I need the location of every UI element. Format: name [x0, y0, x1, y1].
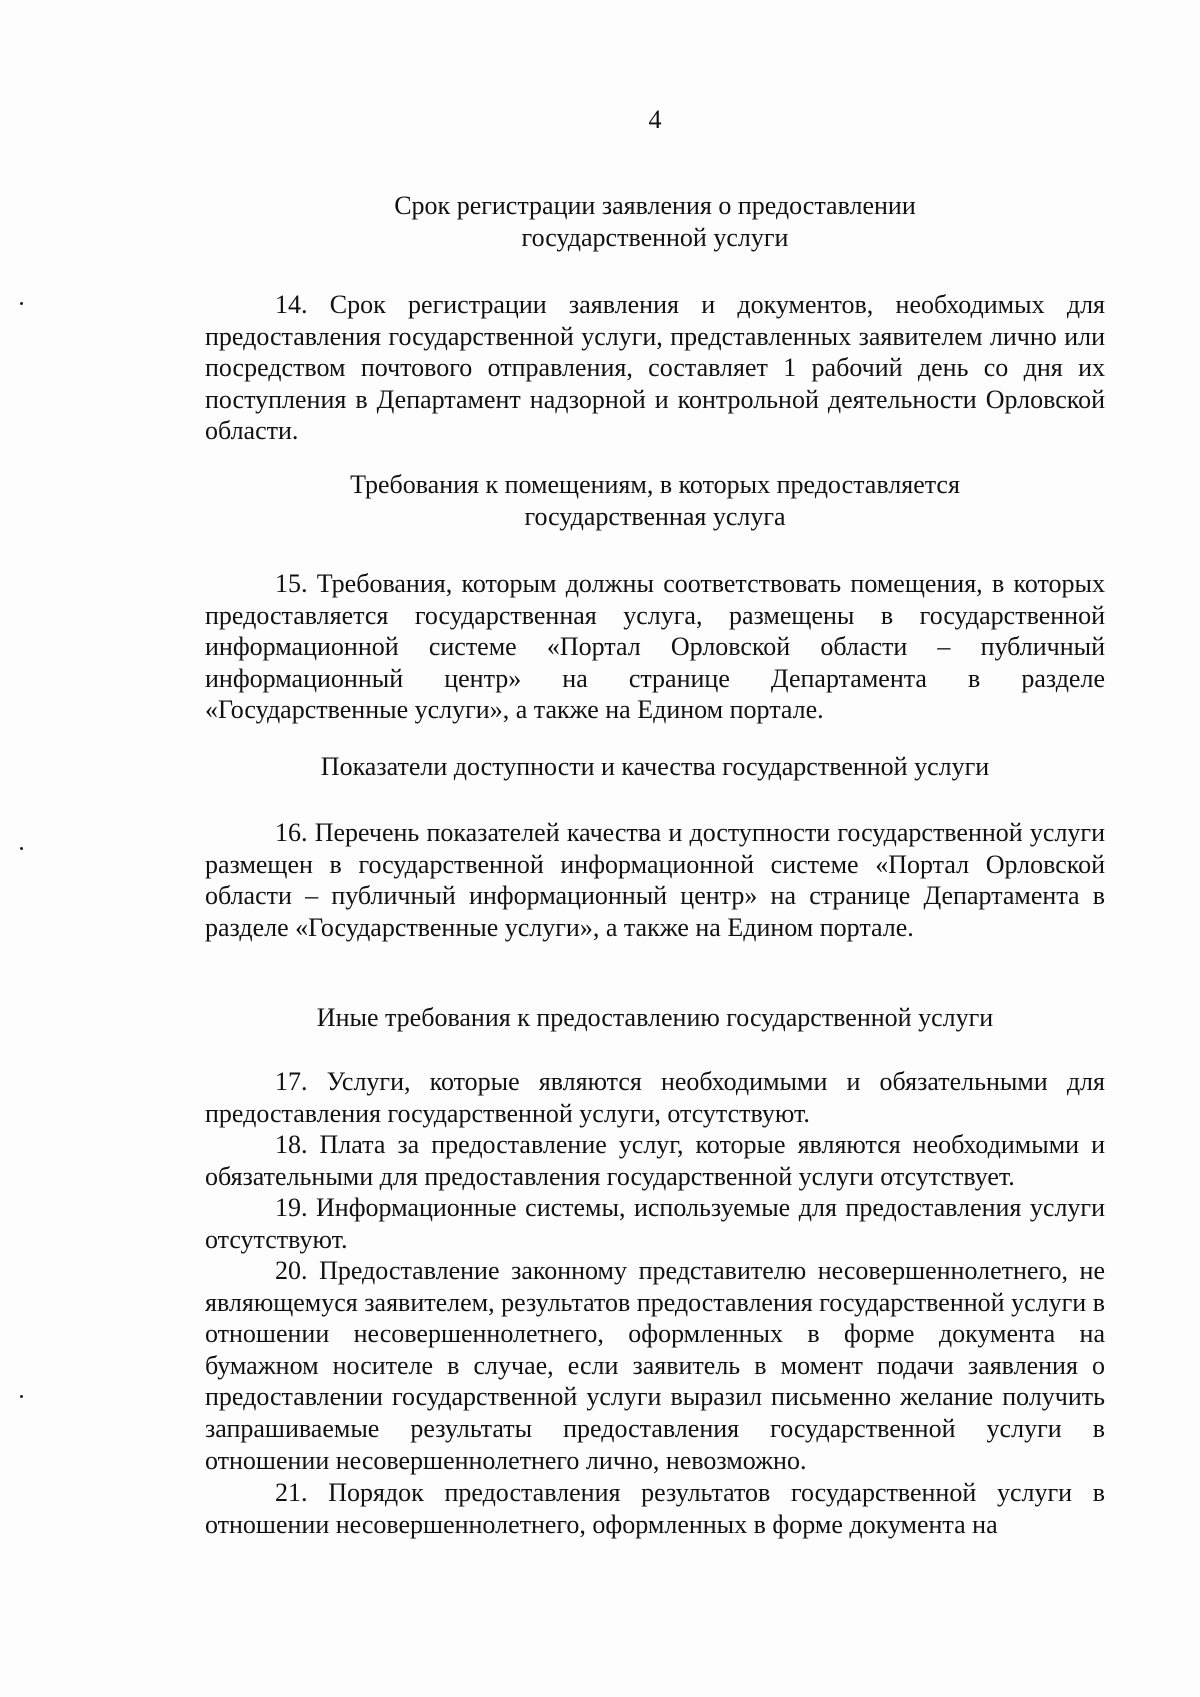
heading-line: государственная услуга — [524, 502, 786, 531]
paragraph-16: 16. Перечень показателей качества и доступности государственной услуги размещен в государственной информационной системе «Портал Орловской области – публичный информационный центр» на странице Департамента в разделе «Государственные услуги», а также на Едином портале. — [205, 818, 1105, 942]
paragraph-19: 19. Информационные системы, используемые для предоставления услуги отсутствуют. — [205, 1193, 1105, 1254]
paragraph-20: 20. Предоставление законному представителю несовершеннолетнего, не являющемуся заявителем, результатов предоставления государственной услуги в отношении несовершеннолетнего, оформленных в форме документа на бумажном носителе в случае, если заявитель в момент подачи заявления о предоставлении государственной услуги выразил письменно желание получить запрашиваемые результаты предоставления государственной услуги в отношении несовершеннолетнего лично, невозможно. — [205, 1256, 1105, 1475]
paragraph-17: 17. Услуги, которые являются необходимыми и обязательными для предоставления государственной услуги, отсутствуют. — [205, 1067, 1105, 1128]
scan-speck — [20, 1395, 23, 1398]
heading-line: Иные требования к предоставлению государственной услуги — [316, 1003, 994, 1032]
paragraph-21: 21. Порядок предоставления результатов государственной услуги в отношении несовершеннолетнего, оформленных в форме документа на — [205, 1478, 1105, 1539]
heading-line: государственной услуги — [521, 223, 789, 252]
section-heading-premises-requirements — [205, 469, 1105, 533]
section-heading-registration-term — [205, 190, 1105, 254]
section-heading-other-requirements — [205, 1002, 1105, 1034]
scan-speck — [20, 302, 23, 305]
paragraph-18: 18. Плата за предоставление услуг, которые являются необходимыми и обязательными для предоставления государственной услуги отсутствует. — [205, 1130, 1105, 1191]
paragraph-15: 15. Требования, которым должны соответствовать помещения, в которых предоставляется государственная услуга, размещены в государственной информационной системе «Портал Орловской области – публичный информационный центр» на странице Департамента в разделе «Государственные услуги», а также на Едином портале. — [205, 569, 1105, 725]
heading-line: Срок регистрации заявления о предоставлении — [394, 191, 916, 220]
paragraph-14: 14. Срок регистрации заявления и документов, необходимых для предоставления государственной услуги, представленных заявителем лично или посредством почтового отправления, составляет 1 рабочий день со дня их поступления в Департамент надзорной и контрольной деятельности Орловской области. — [205, 290, 1105, 446]
heading-line: Требования к помещениям, в которых предоставляется — [350, 470, 960, 499]
heading-line: Показатели доступности и качества государственной услуги — [320, 752, 990, 781]
scan-speck — [20, 847, 23, 850]
page-number: 4 — [648, 105, 662, 134]
section-heading-quality-indicators — [205, 751, 1105, 783]
